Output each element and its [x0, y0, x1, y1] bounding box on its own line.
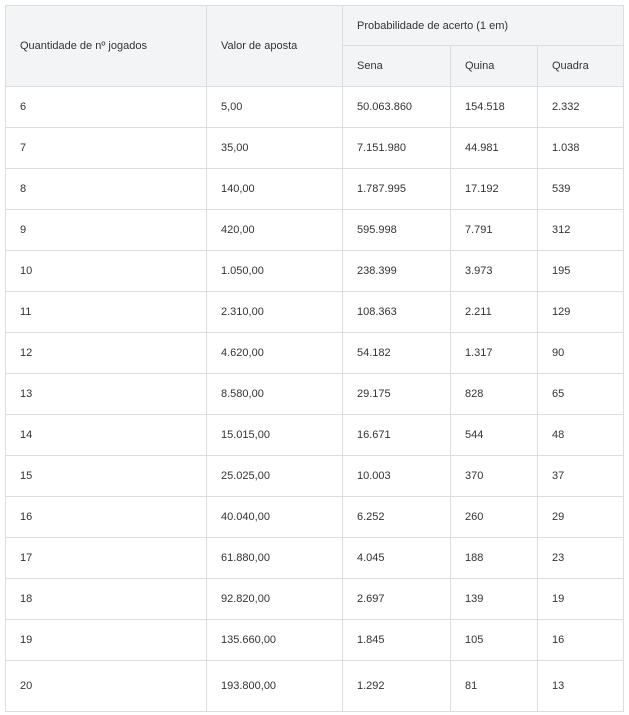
cell-sena: 1.845	[343, 620, 451, 661]
cell-quina: 44.981	[451, 128, 538, 169]
cell-quantidade: 8	[6, 169, 207, 210]
table-row	[6, 251, 624, 292]
header-row-top	[6, 6, 624, 46]
cell-valor: 2.310,00	[207, 292, 343, 333]
cell-quantidade: 16	[6, 497, 207, 538]
cell-valor: 15.015,00	[207, 415, 343, 456]
cell-quadra: 65	[538, 374, 624, 415]
cell-sena: 595.998	[343, 210, 451, 251]
cell-quantidade: 11	[6, 292, 207, 333]
cell-quadra: 16	[538, 620, 624, 661]
cell-quina: 7.791	[451, 210, 538, 251]
cell-sena: 4.045	[343, 538, 451, 579]
cell-quina: 17.192	[451, 169, 538, 210]
cell-quadra: 48	[538, 415, 624, 456]
header-probabilidade: Probabilidade de acerto (1 em)	[343, 6, 624, 46]
cell-quantidade: 17	[6, 538, 207, 579]
table-header	[6, 6, 624, 87]
cell-valor: 140,00	[207, 169, 343, 210]
cell-valor: 35,00	[207, 128, 343, 169]
cell-valor: 61.880,00	[207, 538, 343, 579]
table-row	[6, 661, 624, 712]
cell-quina: 139	[451, 579, 538, 620]
cell-valor: 135.660,00	[207, 620, 343, 661]
table-row	[6, 620, 624, 661]
table-row	[6, 579, 624, 620]
cell-valor: 4.620,00	[207, 333, 343, 374]
cell-quantidade: 12	[6, 333, 207, 374]
cell-quina: 260	[451, 497, 538, 538]
cell-quantidade: 6	[6, 87, 207, 128]
cell-quina: 1.317	[451, 333, 538, 374]
table-body	[6, 87, 624, 712]
cell-valor: 193.800,00	[207, 661, 343, 712]
odds-table	[5, 5, 624, 712]
cell-quadra: 90	[538, 333, 624, 374]
cell-sena: 1.292	[343, 661, 451, 712]
cell-quina: 154.518	[451, 87, 538, 128]
cell-quina: 370	[451, 456, 538, 497]
cell-quadra: 1.038	[538, 128, 624, 169]
cell-quadra: 539	[538, 169, 624, 210]
cell-sena: 50.063.860	[343, 87, 451, 128]
table-row	[6, 210, 624, 251]
cell-sena: 2.697	[343, 579, 451, 620]
cell-quadra: 13	[538, 661, 624, 712]
cell-quina: 2.211	[451, 292, 538, 333]
header-quadra: Quadra	[538, 46, 624, 87]
cell-quantidade: 13	[6, 374, 207, 415]
cell-quina: 105	[451, 620, 538, 661]
header-quina: Quina	[451, 46, 538, 87]
table-row	[6, 87, 624, 128]
cell-quina: 81	[451, 661, 538, 712]
cell-sena: 1.787.995	[343, 169, 451, 210]
cell-sena: 238.399	[343, 251, 451, 292]
table-row	[6, 415, 624, 456]
table-row	[6, 333, 624, 374]
cell-valor: 5,00	[207, 87, 343, 128]
cell-quantidade: 20	[6, 661, 207, 712]
cell-quadra: 129	[538, 292, 624, 333]
cell-sena: 54.182	[343, 333, 451, 374]
cell-quina: 188	[451, 538, 538, 579]
cell-quantidade: 7	[6, 128, 207, 169]
cell-quantidade: 15	[6, 456, 207, 497]
cell-quadra: 195	[538, 251, 624, 292]
table-row	[6, 374, 624, 415]
header-valor: Valor de aposta	[207, 6, 343, 87]
cell-sena: 10.003	[343, 456, 451, 497]
cell-quadra: 19	[538, 579, 624, 620]
cell-sena: 29.175	[343, 374, 451, 415]
table-row	[6, 169, 624, 210]
cell-quina: 3.973	[451, 251, 538, 292]
cell-quina: 828	[451, 374, 538, 415]
cell-quantidade: 9	[6, 210, 207, 251]
table-row	[6, 292, 624, 333]
cell-quina: 544	[451, 415, 538, 456]
cell-valor: 92.820,00	[207, 579, 343, 620]
cell-quadra: 37	[538, 456, 624, 497]
cell-quadra: 2.332	[538, 87, 624, 128]
cell-quantidade: 14	[6, 415, 207, 456]
cell-valor: 40.040,00	[207, 497, 343, 538]
cell-sena: 108.363	[343, 292, 451, 333]
cell-valor: 8.580,00	[207, 374, 343, 415]
cell-valor: 25.025,00	[207, 456, 343, 497]
cell-quadra: 29	[538, 497, 624, 538]
cell-valor: 420,00	[207, 210, 343, 251]
cell-quadra: 312	[538, 210, 624, 251]
header-sena: Sena	[343, 46, 451, 87]
cell-quadra: 23	[538, 538, 624, 579]
cell-sena: 16.671	[343, 415, 451, 456]
cell-valor: 1.050,00	[207, 251, 343, 292]
header-quantidade: Quantidade de nº jogados	[6, 6, 207, 87]
cell-sena: 6.252	[343, 497, 451, 538]
table-row	[6, 497, 624, 538]
table-row	[6, 456, 624, 497]
table-row	[6, 128, 624, 169]
cell-quantidade: 19	[6, 620, 207, 661]
cell-quantidade: 10	[6, 251, 207, 292]
cell-sena: 7.151.980	[343, 128, 451, 169]
cell-quantidade: 18	[6, 579, 207, 620]
table-row	[6, 538, 624, 579]
